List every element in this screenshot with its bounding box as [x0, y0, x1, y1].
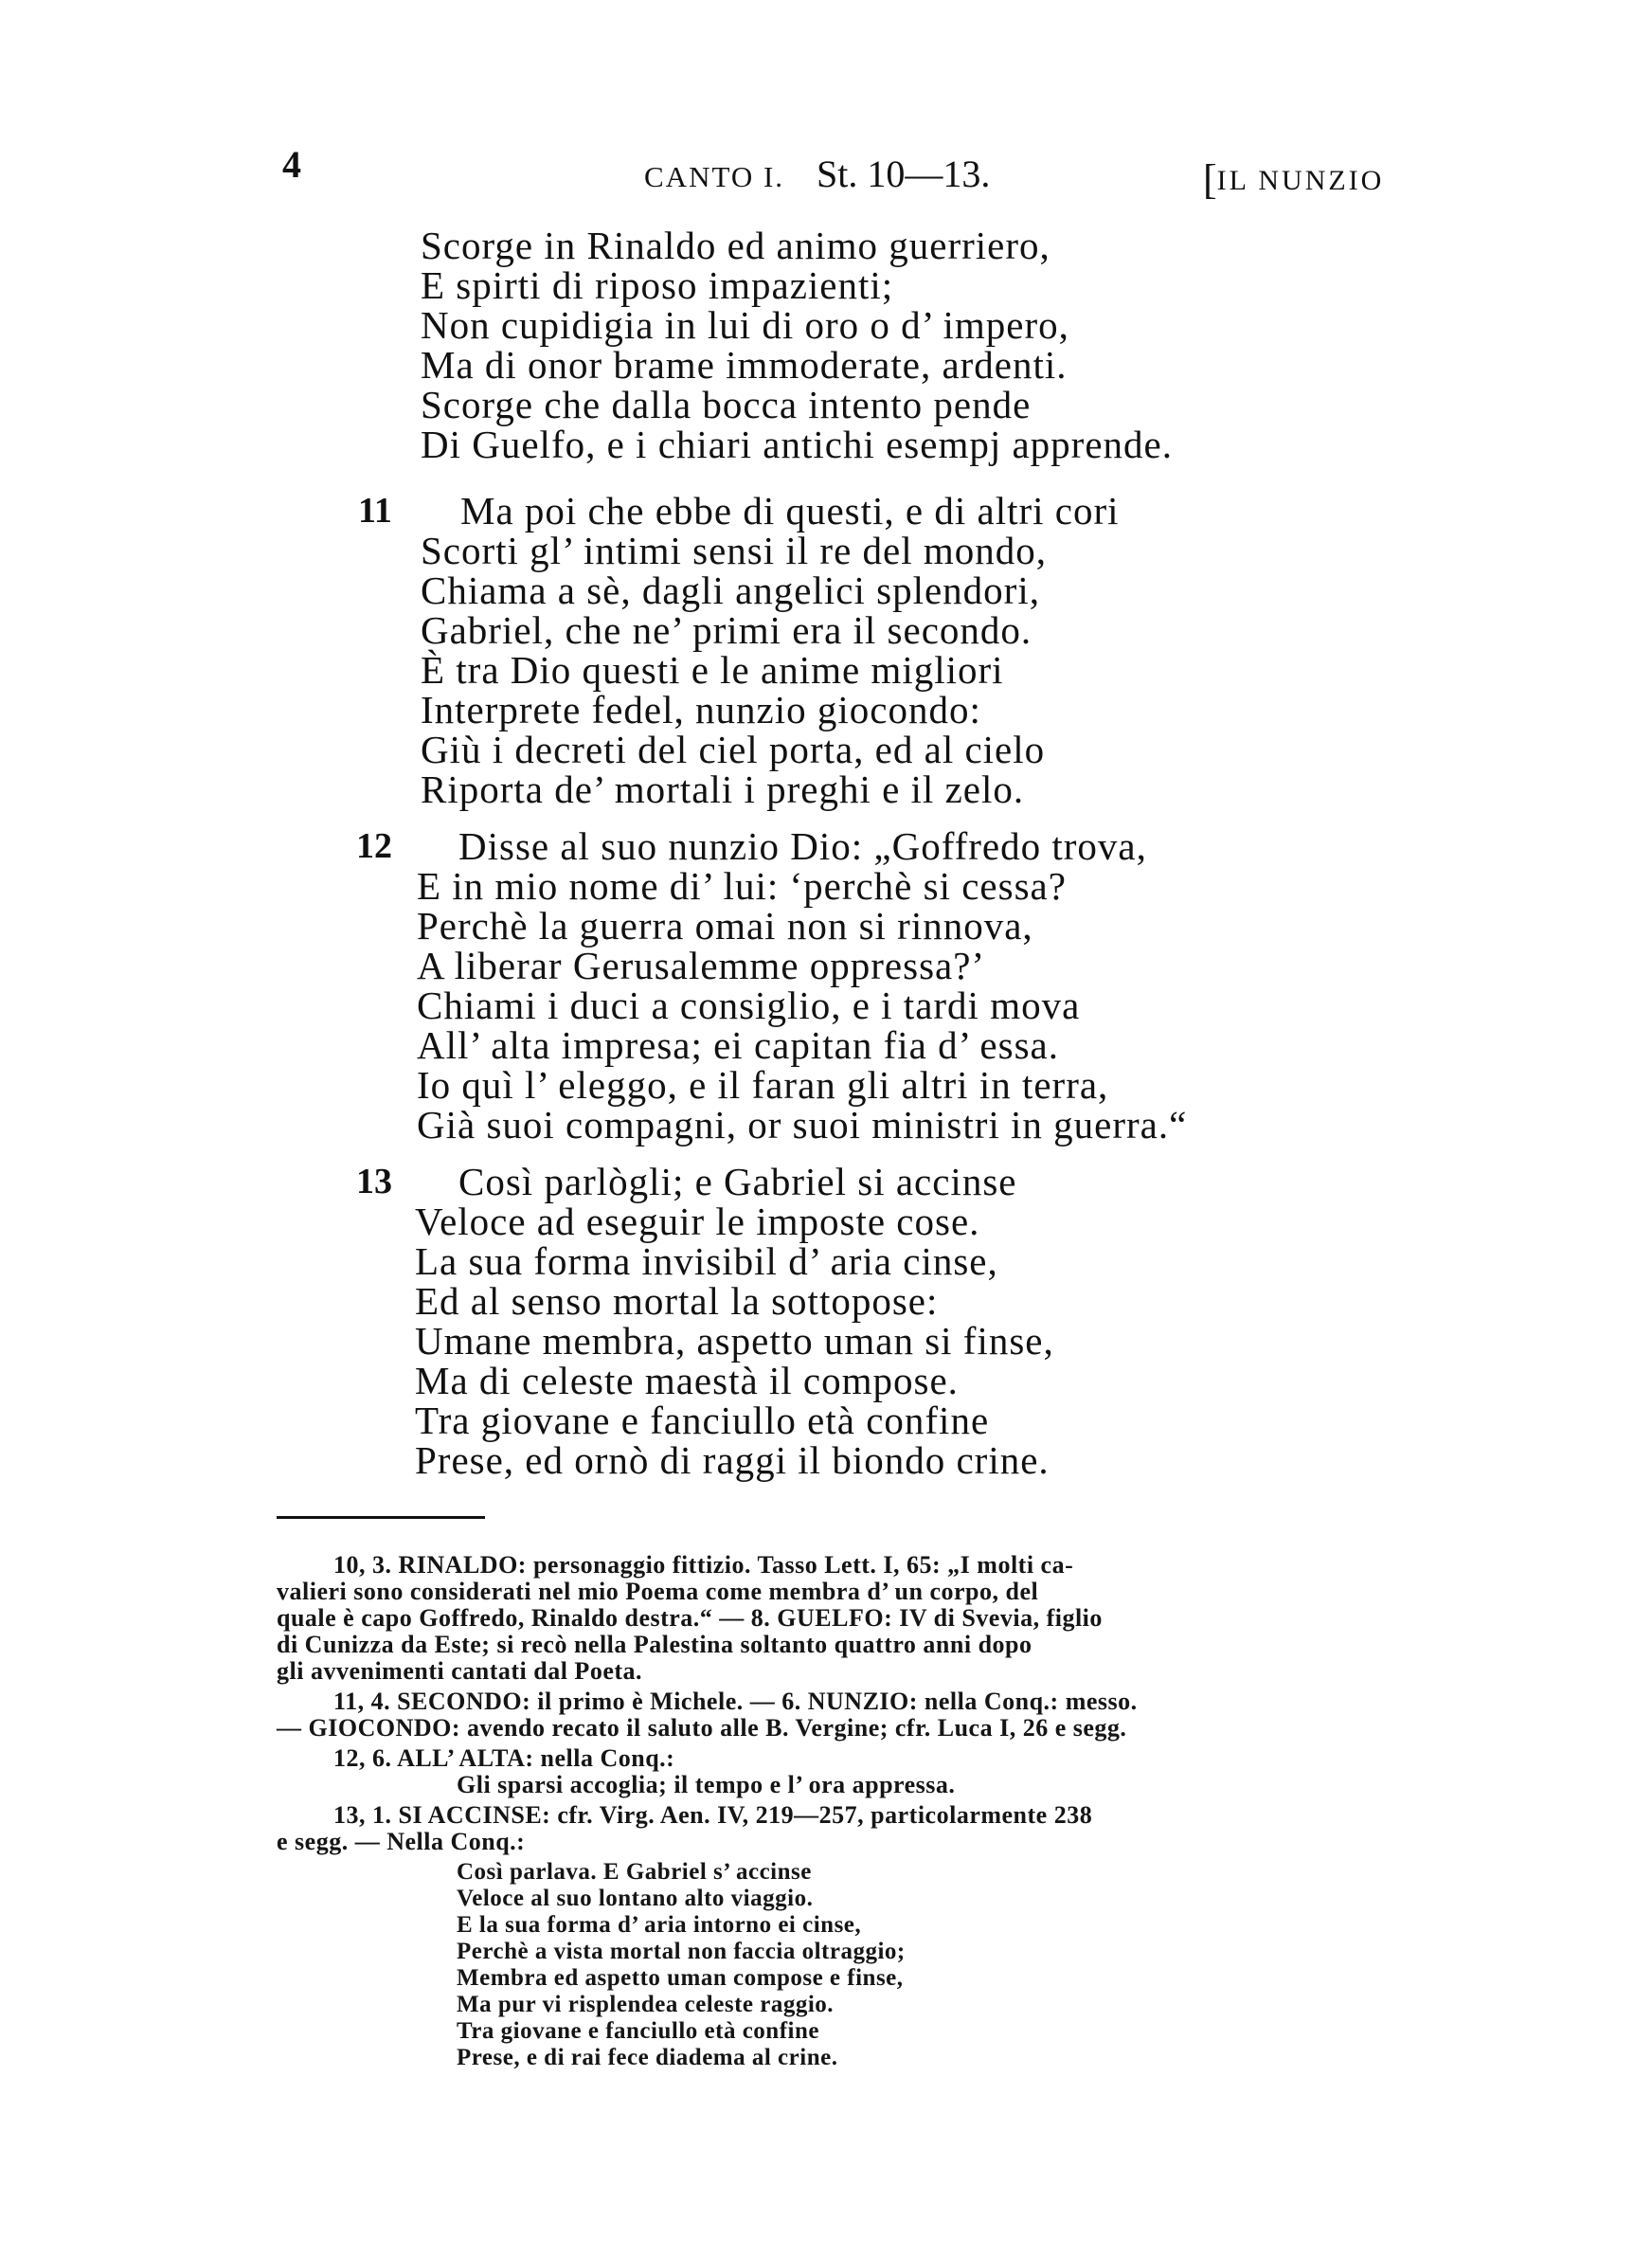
quotation-line: Perchè a vista mortal non faccia oltraggio; [457, 1939, 906, 1964]
verse-line: Già suoi compagni, or suoi ministri in guerra.“ [417, 1103, 1188, 1147]
quotation-line: Tra giovane e fanciullo età confine [457, 2018, 819, 2044]
verse-line: Perchè la guerra omai non si rinnova, [417, 904, 1033, 948]
verse-line: Disse al suo nunzio Dio: „Goffredo trova, [458, 824, 1147, 868]
footnote-line: e segg. — Nella Conq.: [277, 1828, 526, 1855]
verse-line: La sua forma invisibil d’ aria cinse, [415, 1239, 998, 1283]
verse-line: All’ alta impresa; ei capitan fia d’ essa. [417, 1023, 1059, 1067]
verse-line: Giù i decreti del ciel porta, ed al cielo [421, 728, 1046, 771]
verse-line: Così parlògli; e Gabriel si accinse [458, 1160, 1017, 1203]
stanza-number: 12 [356, 826, 392, 866]
verse-line: Riporta de’ mortali i preghi e il zelo. [421, 767, 1025, 811]
section-title: IL NUNZIO [1216, 165, 1385, 196]
verse-line: Ma poi che ebbe di questi, e di altri cori [460, 489, 1120, 533]
verse-line: Ma di onor brame immoderate, ardenti. [421, 343, 1068, 387]
footnote-line: di Cunizza da Este; si recò nella Palestina soltanto quattro anni dopo [277, 1631, 1032, 1658]
canto-label: CANTO I. [644, 160, 785, 193]
verse-line: Interprete fedel, nunzio giocondo: [421, 688, 981, 731]
footnote-line: 13, 1. SI ACCINSE: cfr. Virg. Aen. IV, 219—257, particolarmente 238 [333, 1801, 1093, 1829]
quotation-line: Membra ed aspetto uman compose e finse, [457, 1965, 904, 1991]
running-header [0, 142, 1652, 203]
quotation-line: Così parlava. E Gabriel s’ accinse [457, 1859, 812, 1885]
verse-line: Chiami i duci a consiglio, e i tardi mova [417, 984, 1081, 1027]
verse-line: Veloce ad eseguir le imposte cose. [415, 1200, 980, 1243]
stanza-number: 13 [356, 1162, 392, 1201]
stanza-number: 11 [358, 491, 392, 531]
section-bracket: [ [1203, 156, 1217, 203]
verse-line: E spirti di riposo impazienti; [421, 263, 894, 307]
footnote-line: 12, 6. ALL’ ALTA: nella Conq.: [333, 1744, 675, 1772]
verse-line: Chiama a sè, dagli angelici splendori, [421, 569, 1040, 612]
quotation-line: Ma pur vi risplendea celeste raggio. [457, 1992, 835, 2017]
quotation-line: E la sua forma d’ aria intorno ei cinse, [457, 1912, 862, 1938]
verse-line: Tra giovane e fanciullo età confine [415, 1399, 990, 1442]
verse-line: Io quì l’ eleggo, e il faran gli altri in terra, [417, 1063, 1109, 1107]
verse-line: Scorti gl’ intimi sensi il re del mondo, [421, 529, 1048, 572]
footnote-line: Gli sparsi accoglia; il tempo e l’ ora appressa. [457, 1771, 956, 1798]
page-number: 4 [282, 143, 301, 186]
quotation-line: Veloce al suo lontano alto viaggio. [457, 1886, 814, 1911]
running-title [644, 152, 990, 196]
verse-line: Prese, ed ornò di raggi il biondo crine. [415, 1438, 1050, 1482]
verse-line: È tra Dio questi e le anime migliori [421, 648, 1004, 692]
footnote-line: 10, 3. RINALDO: personaggio fittizio. Tasso Lett. I, 65: „I molti ca- [333, 1551, 1074, 1579]
verse-line: Scorge che dalla bocca intento pende [421, 383, 1032, 426]
verse-line: Ed al senso mortal la sottopose: [415, 1279, 939, 1323]
footnote-line: quale è capo Goffredo, Rinaldo destra.“ — 8. GUELFO: IV di Svevia, figlio [277, 1604, 1103, 1632]
verse-line: Scorge in Rinaldo ed animo guerriero, [421, 224, 1050, 267]
verse-line: A liberar Gerusalemme oppressa?’ [417, 944, 986, 987]
verse-line: E in mio nome di’ lui: ‘perchè si cessa? [417, 864, 1067, 908]
footnote-line: 11, 4. SECONDO: il primo è Michele. — 6. NUNZIO: nella Conq.: messo. [333, 1688, 1138, 1715]
verse-line: Gabriel, che ne’ primi era il secondo. [421, 608, 1032, 652]
footnote-line: gli avvenimenti cantati dal Poeta. [277, 1657, 643, 1685]
verse-line: Di Guelfo, e i chiari antichi esempj apprende. [421, 423, 1173, 466]
section-label [1203, 152, 1385, 203]
verse-line: Ma di celeste maestà il compose. [415, 1359, 959, 1402]
verse-line: Non cupidigia in lui di oro o d’ impero, [421, 303, 1069, 347]
verse-line: Umane membra, aspetto uman si finse, [415, 1319, 1054, 1363]
quotation-line: Prese, e di rai fece diadema al crine. [457, 2045, 838, 2070]
footnote-rule [277, 1516, 485, 1519]
stanza-range: St. 10—13. [817, 153, 991, 195]
footnote-line: — GIOCONDO: avendo recato il saluto alle B. Vergine; cfr. Luca I, 26 e segg. [277, 1714, 1127, 1742]
footnote-line: valieri sono considerati nel mio Poema come membra d’ un corpo, del [277, 1578, 1039, 1605]
